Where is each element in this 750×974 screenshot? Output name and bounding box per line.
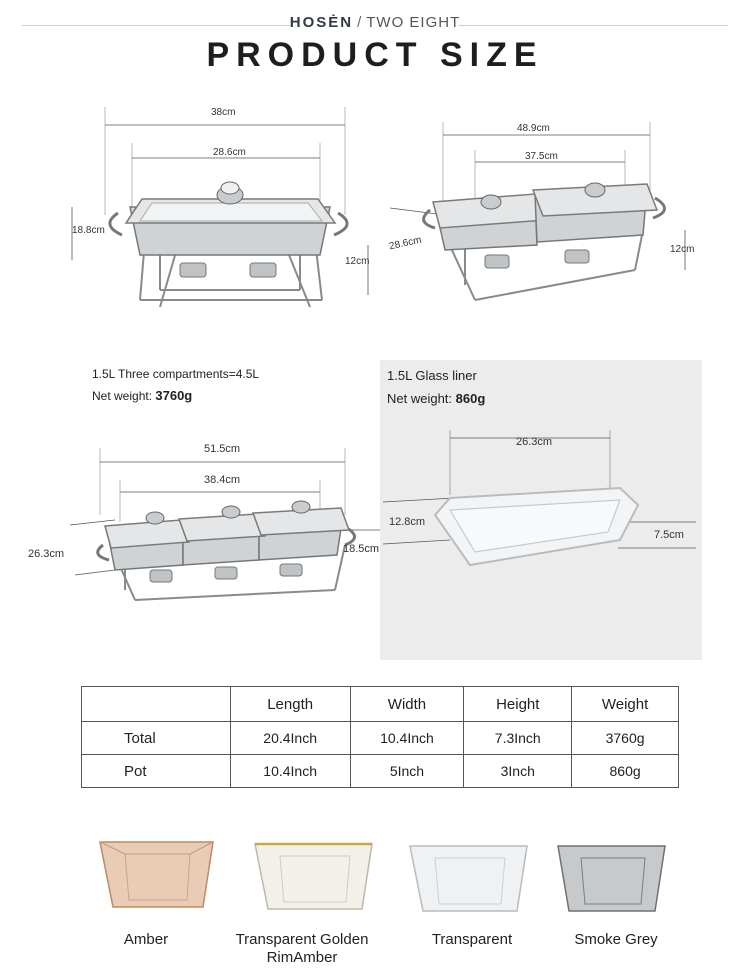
variant-label-golden-rim-line2: RimAmber <box>266 949 338 966</box>
bowl-smoke-grey-image <box>553 836 673 921</box>
table-header-blank <box>82 687 231 722</box>
table-row <box>82 722 679 755</box>
glass-weight-label: Net weight: <box>387 391 453 406</box>
table-header-row <box>82 687 679 722</box>
bowl-amber-image <box>95 832 220 917</box>
single-depth: 18.8cm <box>72 225 105 236</box>
glass-height: 7.5cm <box>654 529 684 541</box>
table-header-height: Height <box>464 687 572 722</box>
row-label: Pot <box>82 755 231 788</box>
triple-depth: 26.3cm <box>28 548 65 560</box>
brand-subtitle: TWO EIGHT <box>366 14 461 31</box>
single-chafer-illustration <box>60 95 380 320</box>
glass-length: 26.3cm <box>516 436 553 448</box>
glass-depth: 12.8cm <box>389 516 426 528</box>
double-inner-length: 37.5cm <box>525 151 558 162</box>
cell-width: 5Inch <box>350 755 464 788</box>
page-title: PRODUCT SIZE <box>206 36 544 74</box>
variant-label-golden-rim-line1: Transparent Golden <box>235 931 369 948</box>
table-header-weight: Weight <box>572 687 679 722</box>
size-table <box>81 686 679 788</box>
table-row <box>82 755 679 788</box>
single-inner-length: 28.6cm <box>213 147 246 158</box>
single-height: 12cm <box>345 256 370 267</box>
double-chafer-illustration <box>385 110 710 325</box>
row-label: Total <box>82 722 231 755</box>
triple-outer-length: 51.5cm <box>204 443 241 455</box>
triple-caption: 1.5L Three compartments=4.5L <box>92 367 260 381</box>
triple-inner-length: 38.4cm <box>204 474 241 486</box>
variant-label-smoke-grey: Smoke Grey <box>574 931 658 948</box>
table-header-width: Width <box>350 687 464 722</box>
variant-label-amber: Amber <box>123 931 169 948</box>
double-outer-length: 48.9cm <box>517 123 550 134</box>
double-height: 12cm <box>670 244 695 255</box>
cell-length: 10.4Inch <box>230 755 350 788</box>
triple-chafer-illustration <box>65 430 380 660</box>
brand-line <box>0 14 750 31</box>
cell-width: 10.4Inch <box>350 722 464 755</box>
cell-length: 20.4Inch <box>230 722 350 755</box>
cell-height: 3Inch <box>464 755 572 788</box>
cell-weight: 860g <box>572 755 679 788</box>
cell-height: 7.3Inch <box>464 722 572 755</box>
glass-weight-line <box>387 391 485 406</box>
triple-height: 18.5cm <box>343 543 380 555</box>
double-depth: 28.6cm <box>388 234 423 253</box>
brand-separator: / <box>357 14 363 31</box>
glass-weight-value: 860g <box>455 391 486 406</box>
triple-weight-label: Net weight: <box>92 389 153 403</box>
variant-label-transparent: Transparent <box>431 931 513 948</box>
table-header-length: Length <box>230 687 350 722</box>
variant-label-golden-rim <box>222 931 382 967</box>
triple-weight-value: 3760g <box>155 388 193 403</box>
bowl-transparent-image <box>405 836 535 921</box>
triple-weight-line <box>92 388 192 403</box>
bowl-golden-rim-image <box>250 834 380 919</box>
brand-logo: HOSĖN <box>289 14 354 31</box>
cell-weight: 3760g <box>572 722 679 755</box>
single-outer-length: 38cm <box>211 107 236 118</box>
glass-caption: 1.5L Glass liner <box>387 368 477 383</box>
